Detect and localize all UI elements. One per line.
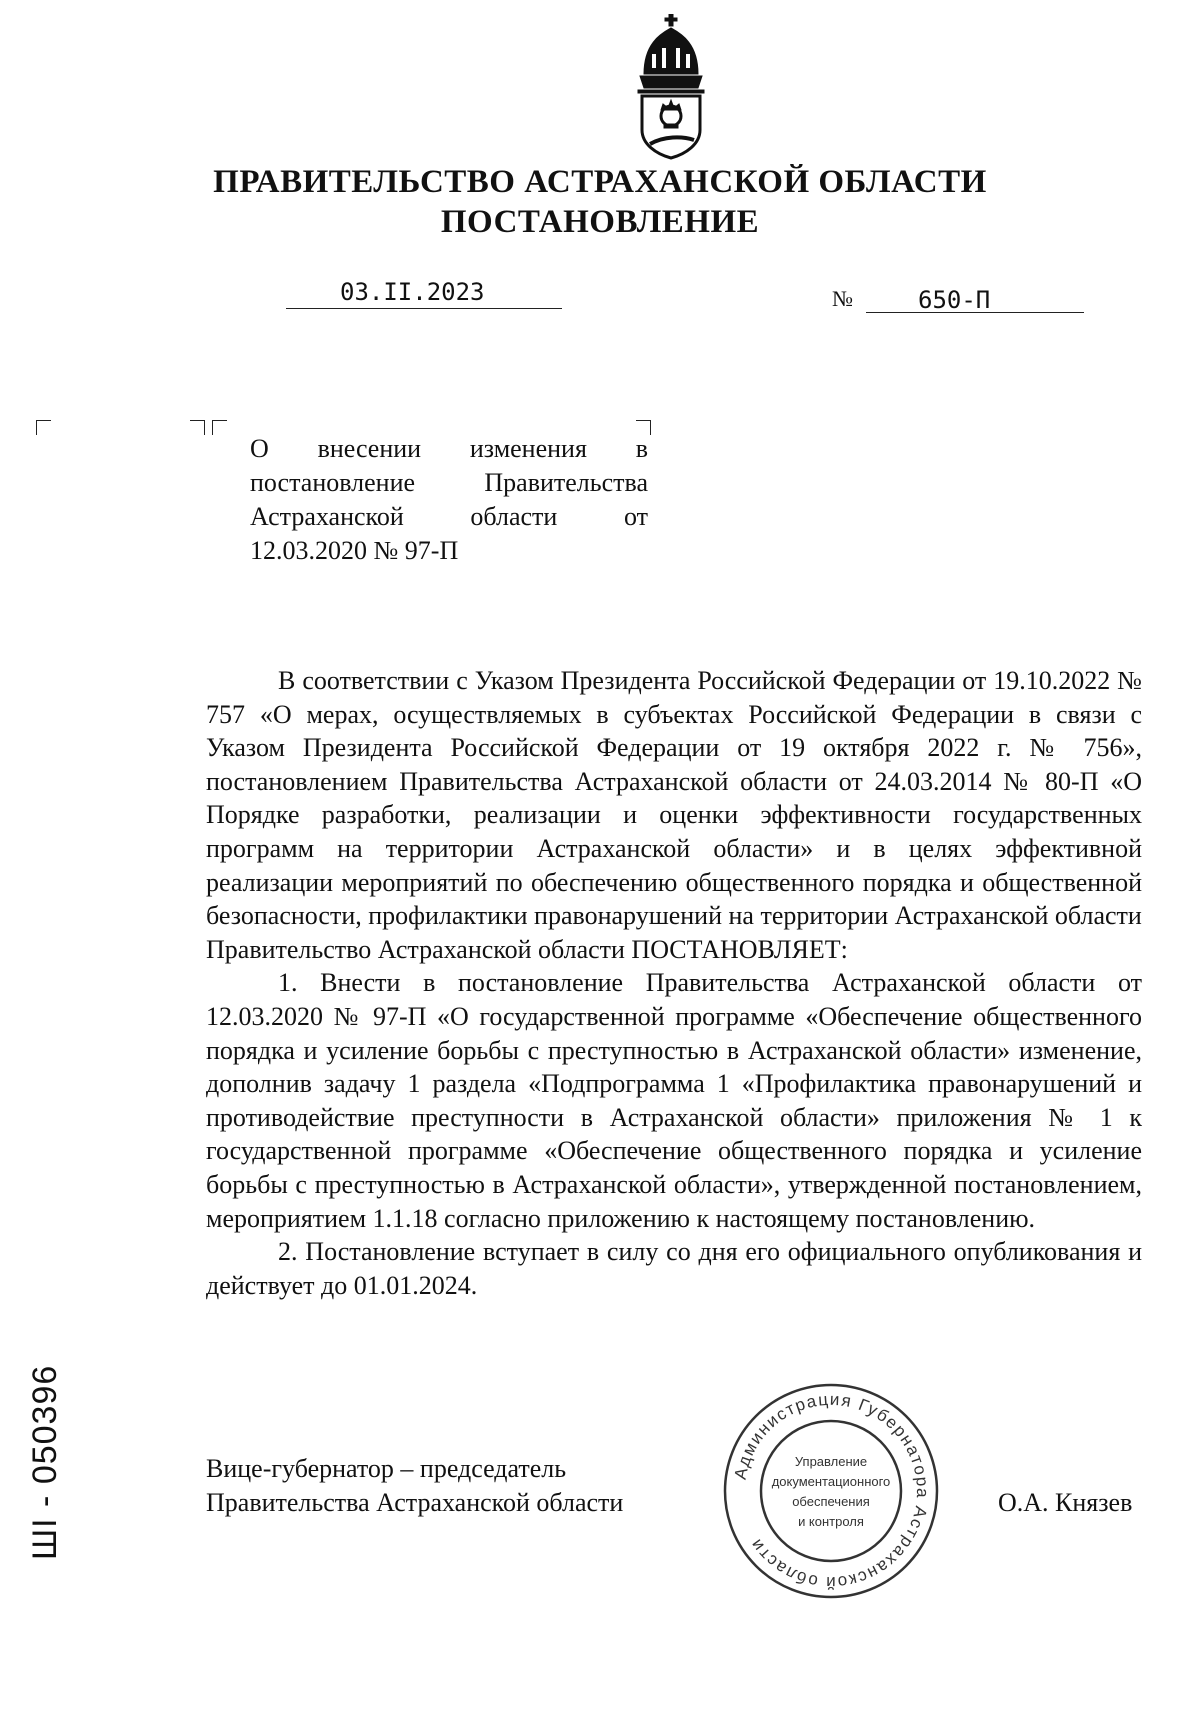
document-subject: О внесении изменения в постановление Правительства Астраханской области от 12.03.2020 № 97-П bbox=[250, 434, 648, 565]
signatory-name: О.А. Князев bbox=[998, 1488, 1133, 1517]
body-paragraph-item-2: 2. Постановление вступает в силу со дня его официального опубликования и действует до 01.01.2024. bbox=[206, 1237, 1142, 1300]
body-paragraph-resolves: Правительство Астраханской области ПОСТАНОВЛЯЕТ: bbox=[206, 934, 848, 964]
stamp-ring-text: Администрация Губернатора Астраханской области bbox=[730, 1389, 933, 1593]
number-sign: № bbox=[832, 286, 853, 311]
stamp-center-line: обеспечения bbox=[792, 1494, 870, 1509]
corner-mark bbox=[212, 420, 227, 435]
body-paragraph-preamble: В соответствии с Указом Президента Российской Федерации от 19.10.2022 № 757 «О мерах, осуществляемых в субъектах Российской Федерации в связи с Указом Президента Российской Федерации от 19 октября 2022 г. № 756», постановлением Правительства Астраханской области от 24.03.2014 № 80-П «О Порядке разработки, реализации и оценки эффективности государственных программ на территории Астраханской области» и в целях эффективной реализации мероприятий по обеспечению общественного порядка и общественной безопасности, профилактики правонарушений на территории Астраханской области bbox=[206, 666, 1142, 931]
document-date: 03.II.2023 bbox=[340, 278, 485, 306]
government-title: ПРАВИТЕЛЬСТВО АСТРАХАНСКОЙ ОБЛАСТИ bbox=[213, 164, 987, 200]
coat-of-arms-icon bbox=[630, 14, 712, 160]
corner-mark bbox=[190, 420, 205, 435]
stamp-center-line: документационного bbox=[771, 1474, 891, 1489]
document-body bbox=[206, 664, 1142, 1302]
document-number: 650-П bbox=[918, 286, 991, 314]
number-underline bbox=[866, 312, 1084, 313]
stamp-center-line: и контроля bbox=[798, 1514, 864, 1529]
official-stamp bbox=[720, 1380, 942, 1602]
stamp-center-line: Управление bbox=[794, 1454, 868, 1469]
signatory-title-line: Правительства Астраханской области bbox=[206, 1488, 624, 1517]
side-serial-code-text: ШI - 050396 bbox=[26, 1364, 64, 1560]
signatory-title-line: Вице-губернатор – председатель bbox=[206, 1454, 567, 1483]
corner-mark bbox=[36, 420, 51, 435]
document-type-title: ПОСТАНОВЛЕНИЕ bbox=[440, 204, 760, 240]
side-serial-code bbox=[26, 1364, 66, 1600]
signatory-title bbox=[206, 1452, 623, 1520]
date-underline bbox=[286, 308, 562, 309]
body-paragraph-item-1: 1. Внести в постановление Правительства Астраханской области от 12.03.2020 № 97-П «О государственной программе «Обеспечение общественного порядка и усиление борьбы с преступностью в Астраханской области» изменение, дополнив задачу 1 раздела «Подпрограмма 1 «Профилактика правонарушений и противодействие преступности в Астраханской области» приложения № 1 к государственной программе «Обеспечение общественного порядка и усиление борьбы с преступностью в Астраханской области», утвержденной постановлением, мероприятием 1.1.18 согласно приложению к настоящему постановлению. bbox=[206, 968, 1142, 1233]
